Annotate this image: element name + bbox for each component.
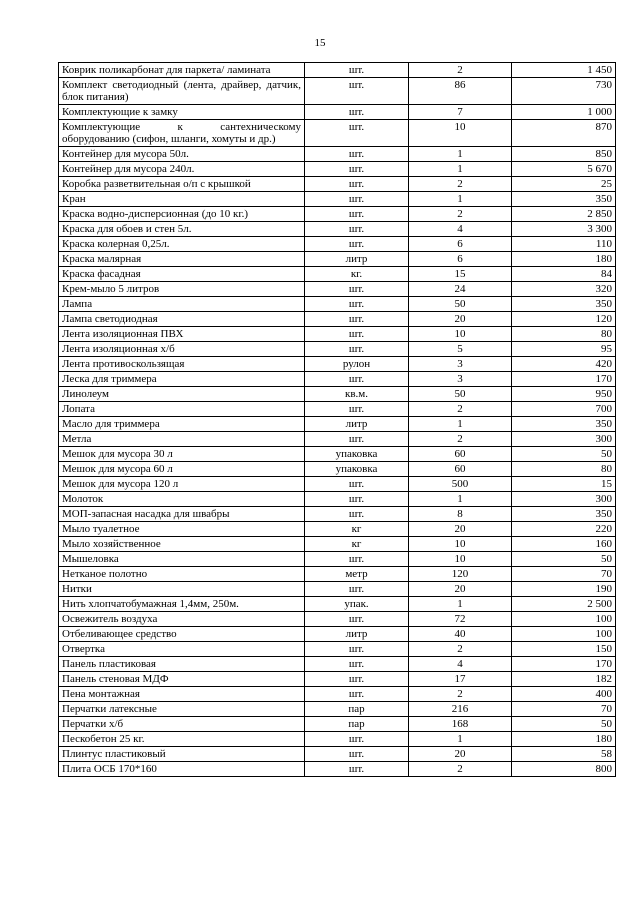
item-price-cell: 50 [512,717,616,732]
item-quantity-cell: 10 [409,120,512,147]
item-quantity-cell: 2 [409,432,512,447]
item-price-cell: 50 [512,447,616,462]
item-quantity-cell: 20 [409,312,512,327]
item-price-cell: 420 [512,357,616,372]
item-name-cell: МОП-запасная насадка для швабры [59,507,305,522]
item-quantity-cell: 7 [409,105,512,120]
item-quantity-cell: 10 [409,327,512,342]
item-name-cell: Лента противоскользящая [59,357,305,372]
table-row [59,612,616,627]
table-row [59,78,616,105]
table-row [59,342,616,357]
item-unit-cell: шт. [305,687,409,702]
table-row [59,717,616,732]
item-quantity-cell: 86 [409,78,512,105]
item-price-cell: 350 [512,507,616,522]
item-unit-cell: шт. [305,192,409,207]
table-row [59,597,616,612]
item-quantity-cell: 1 [409,492,512,507]
item-name-cell: Мышеловка [59,552,305,567]
item-name-cell: Масло для триммера [59,417,305,432]
item-price-cell: 50 [512,552,616,567]
item-name-cell: Комплект светодиодный (лента, драйвер, датчик, блок питания) [59,78,305,105]
item-quantity-cell: 15 [409,267,512,282]
item-price-cell: 700 [512,402,616,417]
table-row [59,627,616,642]
item-unit-cell: шт. [305,432,409,447]
item-name-cell: Лампа [59,297,305,312]
item-price-cell: 350 [512,417,616,432]
table-row [59,252,616,267]
item-unit-cell: шт. [305,402,409,417]
table-row [59,417,616,432]
item-price-cell: 1 000 [512,105,616,120]
item-name-cell: Нитки [59,582,305,597]
table-row [59,327,616,342]
item-name-cell: Мешок для мусора 120 л [59,477,305,492]
item-quantity-cell: 10 [409,552,512,567]
item-unit-cell: шт. [305,507,409,522]
item-name-cell: Коробка разветвительная о/п с крышкой [59,177,305,192]
item-unit-cell: метр [305,567,409,582]
item-price-cell: 95 [512,342,616,357]
item-unit-cell: шт. [305,672,409,687]
item-unit-cell: упаковка [305,462,409,477]
item-name-cell: Перчатки латексные [59,702,305,717]
item-price-cell: 2 850 [512,207,616,222]
item-price-cell: 5 670 [512,162,616,177]
item-price-cell: 150 [512,642,616,657]
item-quantity-cell: 6 [409,252,512,267]
item-unit-cell: кг [305,522,409,537]
item-name-cell: Нить хлопчатобумажная 1,4мм, 250м. [59,597,305,612]
table-row [59,447,616,462]
item-unit-cell: шт. [305,657,409,672]
item-name-cell: Краска фасадная [59,267,305,282]
table-row [59,582,616,597]
item-unit-cell: шт. [305,327,409,342]
item-price-cell: 160 [512,537,616,552]
item-name-cell: Комплектующие к сантехническому оборудованию (сифон, шланги, хомуты и др.) [59,120,305,147]
item-name-cell: Контейнер для мусора 240л. [59,162,305,177]
item-quantity-cell: 2 [409,402,512,417]
item-unit-cell: шт. [305,105,409,120]
item-name-cell: Кран [59,192,305,207]
item-quantity-cell: 3 [409,372,512,387]
item-name-cell: Мешок для мусора 60 л [59,462,305,477]
item-quantity-cell: 20 [409,582,512,597]
table-row [59,462,616,477]
item-unit-cell: кг. [305,267,409,282]
item-unit-cell: шт. [305,642,409,657]
item-quantity-cell: 1 [409,732,512,747]
item-name-cell: Плита ОСБ 170*160 [59,762,305,777]
item-price-cell: 3 300 [512,222,616,237]
item-unit-cell: шт. [305,732,409,747]
item-price-cell: 870 [512,120,616,147]
item-quantity-cell: 50 [409,297,512,312]
item-price-cell: 84 [512,267,616,282]
item-quantity-cell: 50 [409,387,512,402]
item-quantity-cell: 5 [409,342,512,357]
item-price-cell: 182 [512,672,616,687]
item-price-cell: 80 [512,462,616,477]
item-name-cell: Краска малярная [59,252,305,267]
item-price-cell: 180 [512,732,616,747]
item-unit-cell: шт. [305,177,409,192]
item-quantity-cell: 1 [409,417,512,432]
item-unit-cell: литр [305,252,409,267]
item-price-cell: 70 [512,567,616,582]
item-price-cell: 190 [512,582,616,597]
item-quantity-cell: 2 [409,642,512,657]
table-row [59,507,616,522]
item-name-cell: Краска колерная 0,25л. [59,237,305,252]
item-price-cell: 800 [512,762,616,777]
item-name-cell: Панель пластиковая [59,657,305,672]
table-row [59,192,616,207]
table-row [59,552,616,567]
item-price-cell: 400 [512,687,616,702]
item-unit-cell: шт. [305,477,409,492]
item-unit-cell: шт. [305,552,409,567]
table-row [59,402,616,417]
item-price-cell: 15 [512,477,616,492]
item-price-cell: 170 [512,657,616,672]
item-quantity-cell: 60 [409,462,512,477]
table-row [59,312,616,327]
item-unit-cell: шт. [305,282,409,297]
item-unit-cell: литр [305,417,409,432]
item-unit-cell: шт. [305,612,409,627]
item-unit-cell: шт. [305,747,409,762]
item-quantity-cell: 40 [409,627,512,642]
item-quantity-cell: 2 [409,63,512,78]
table-row [59,687,616,702]
item-name-cell: Лопата [59,402,305,417]
item-price-cell: 70 [512,702,616,717]
item-quantity-cell: 1 [409,147,512,162]
item-quantity-cell: 2 [409,687,512,702]
item-quantity-cell: 1 [409,597,512,612]
item-price-cell: 730 [512,78,616,105]
item-price-cell: 110 [512,237,616,252]
item-quantity-cell: 2 [409,207,512,222]
item-name-cell: Панель стеновая МДФ [59,672,305,687]
item-quantity-cell: 8 [409,507,512,522]
item-name-cell: Мыло туалетное [59,522,305,537]
items-table [58,62,616,777]
item-unit-cell: шт. [305,312,409,327]
table-row [59,267,616,282]
item-quantity-cell: 60 [409,447,512,462]
table-row [59,657,616,672]
table-row [59,120,616,147]
item-name-cell: Отбеливающее средство [59,627,305,642]
item-quantity-cell: 3 [409,357,512,372]
item-quantity-cell: 168 [409,717,512,732]
item-price-cell: 180 [512,252,616,267]
table-row [59,63,616,78]
table-row [59,162,616,177]
table-row [59,642,616,657]
table-row [59,432,616,447]
item-price-cell: 80 [512,327,616,342]
item-name-cell: Крем-мыло 5 литров [59,282,305,297]
item-unit-cell: шт. [305,372,409,387]
item-quantity-cell: 2 [409,177,512,192]
table-row [59,387,616,402]
item-name-cell: Плинтус пластиковый [59,747,305,762]
item-quantity-cell: 120 [409,567,512,582]
item-unit-cell: кв.м. [305,387,409,402]
item-unit-cell: шт. [305,582,409,597]
item-name-cell: Леска для триммера [59,372,305,387]
item-price-cell: 1 450 [512,63,616,78]
table-row [59,207,616,222]
item-price-cell: 350 [512,297,616,312]
item-unit-cell: шт. [305,237,409,252]
item-price-cell: 170 [512,372,616,387]
item-price-cell: 350 [512,192,616,207]
table-row [59,222,616,237]
item-quantity-cell: 4 [409,222,512,237]
item-unit-cell: шт. [305,78,409,105]
table-row [59,732,616,747]
item-price-cell: 100 [512,612,616,627]
item-price-cell: 58 [512,747,616,762]
item-name-cell: Мешок для мусора 30 л [59,447,305,462]
item-price-cell: 120 [512,312,616,327]
item-unit-cell: шт. [305,162,409,177]
item-quantity-cell: 2 [409,762,512,777]
item-name-cell: Молоток [59,492,305,507]
item-price-cell: 850 [512,147,616,162]
item-unit-cell: шт. [305,342,409,357]
table-row [59,762,616,777]
item-unit-cell: шт. [305,762,409,777]
item-name-cell: Лента изоляционная ПВХ [59,327,305,342]
item-name-cell: Краска водно-дисперсионная (до 10 кг.) [59,207,305,222]
table-row [59,147,616,162]
table-row [59,522,616,537]
items-table-body [59,63,616,777]
item-quantity-cell: 4 [409,657,512,672]
table-row [59,567,616,582]
item-unit-cell: шт. [305,222,409,237]
item-quantity-cell: 1 [409,162,512,177]
item-unit-cell: кг [305,537,409,552]
item-name-cell: Перчатки х/б [59,717,305,732]
item-unit-cell: шт. [305,492,409,507]
item-unit-cell: литр [305,627,409,642]
item-name-cell: Пескобетон 25 кг. [59,732,305,747]
table-row [59,492,616,507]
item-unit-cell: шт. [305,63,409,78]
table-row [59,105,616,120]
table-row [59,672,616,687]
item-unit-cell: пар [305,702,409,717]
table-row [59,177,616,192]
table-row [59,237,616,252]
table-row [59,477,616,492]
item-price-cell: 300 [512,432,616,447]
table-row [59,297,616,312]
item-name-cell: Мыло хозяйственное [59,537,305,552]
item-quantity-cell: 17 [409,672,512,687]
item-price-cell: 100 [512,627,616,642]
page-number: 15 [314,37,326,49]
item-price-cell: 950 [512,387,616,402]
item-price-cell: 320 [512,282,616,297]
item-unit-cell: пар [305,717,409,732]
item-price-cell: 25 [512,177,616,192]
item-quantity-cell: 20 [409,747,512,762]
item-name-cell: Пена монтажная [59,687,305,702]
item-unit-cell: шт. [305,297,409,312]
item-name-cell: Лента изоляционная х/б [59,342,305,357]
item-unit-cell: упаковка [305,447,409,462]
item-price-cell: 220 [512,522,616,537]
item-quantity-cell: 216 [409,702,512,717]
table-row [59,372,616,387]
item-quantity-cell: 10 [409,537,512,552]
item-name-cell: Метла [59,432,305,447]
item-unit-cell: упак. [305,597,409,612]
item-quantity-cell: 20 [409,522,512,537]
item-name-cell: Нетканое полотно [59,567,305,582]
table-row [59,702,616,717]
item-unit-cell: шт. [305,120,409,147]
item-quantity-cell: 6 [409,237,512,252]
item-name-cell: Освежитель воздуха [59,612,305,627]
item-name-cell: Лампа светодиодная [59,312,305,327]
item-quantity-cell: 24 [409,282,512,297]
item-name-cell: Коврик поликарбонат для паркета/ ламината [59,63,305,78]
item-quantity-cell: 72 [409,612,512,627]
item-unit-cell: шт. [305,147,409,162]
item-name-cell: Отвертка [59,642,305,657]
table-row [59,357,616,372]
table-row [59,282,616,297]
item-name-cell: Контейнер для мусора 50л. [59,147,305,162]
item-quantity-cell: 1 [409,192,512,207]
item-name-cell: Краска для обоев и стен 5л. [59,222,305,237]
item-unit-cell: шт. [305,207,409,222]
item-price-cell: 300 [512,492,616,507]
item-name-cell: Линолеум [59,387,305,402]
table-row [59,537,616,552]
item-price-cell: 2 500 [512,597,616,612]
item-quantity-cell: 500 [409,477,512,492]
item-unit-cell: рулон [305,357,409,372]
table-row [59,747,616,762]
item-name-cell: Комплектующие к замку [59,105,305,120]
